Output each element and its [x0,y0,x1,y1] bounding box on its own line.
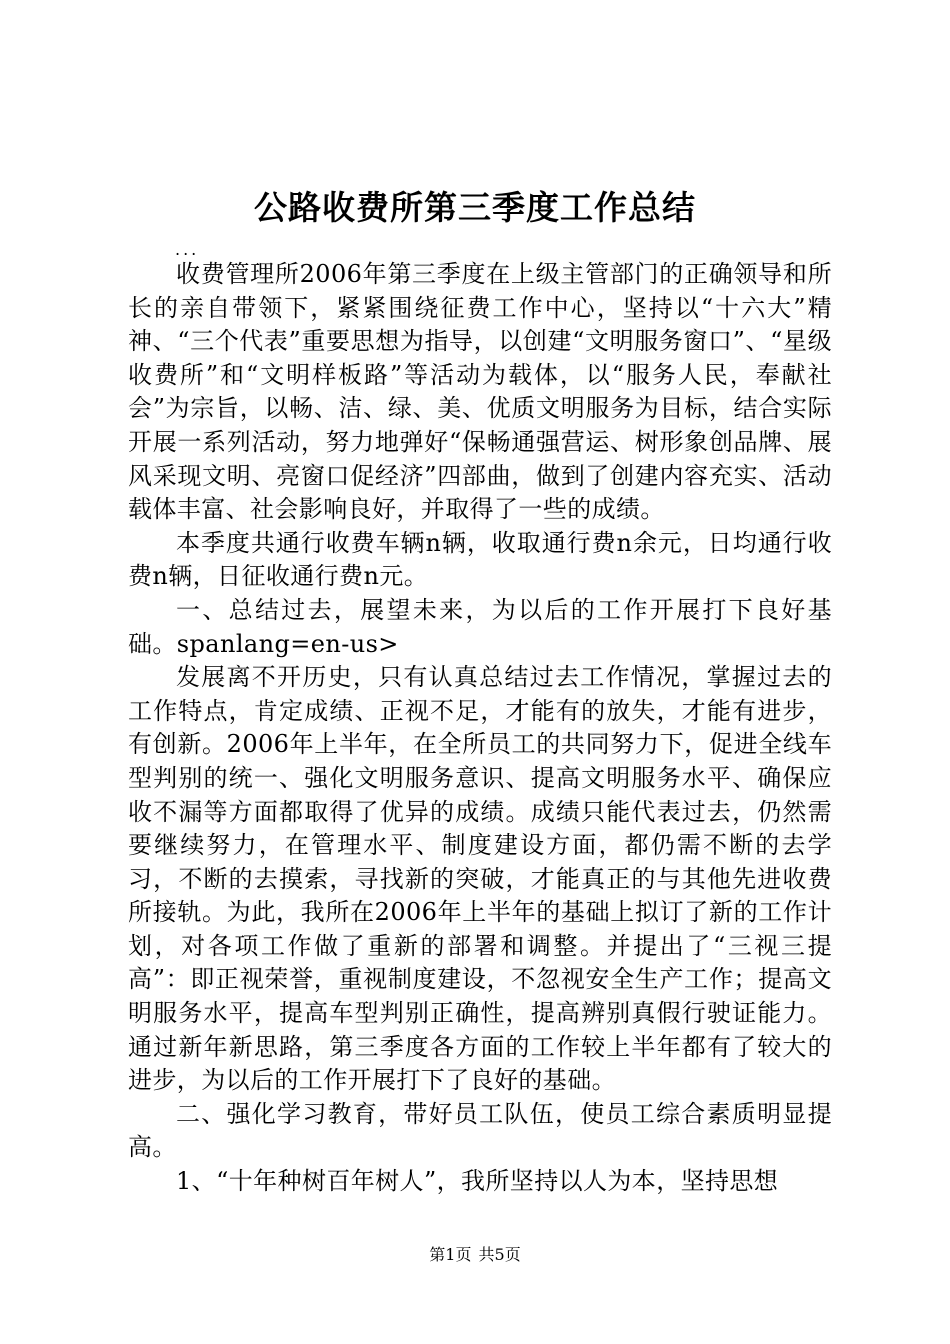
paragraph-heading-one: 一、总结过去，展望未来，为以后的工作开展打下良好基础。spanlang=en-us> [128,595,832,658]
ellipsis-marker: ... [175,240,200,259]
paragraph-review: 发展离不开历史，只有认真总结过去工作情况，掌握过去的工作特点，肯定成绩、正视不足，才能有的放失，才能有进步，有创新。2006年上半年，在全所员工的共同努力下，促进全线车型判别的统一、强化文明服务意识、提高文明服务水平、确保应收不漏等方面都取得了优异的成绩。成绩只能代表过去，仍然需要继续努力，在管理水平、制度建设方面，都仍需不断的去学习，不断的去摸索，寻找新的突破，才能真正的与其他先进收费所接轨。为此，我所在2006年上半年的基础上拟订了新的工作计划，对各项工作做了重新的部署和调整。并提出了“三视三提高”：即正视荣誉，重视制度建设，不忽视安全生产工作；提高文明服务水平，提高车型判别正确性，提高辨别真假行驶证能力。通过新年新思路，第三季度各方面的工作较上半年都有了较大的进步，为以后的工作开展打下了良好的基础。 [128,663,832,1095]
document-body [128,258,832,1199]
paragraph-heading-two: 二、强化学习教育，带好员工队伍，使员工综合素质明显提高。 [128,1099,832,1162]
paragraph-item-one: 1、“十年种树百年树人”，我所坚持以人为本，坚持思想 [176,1167,779,1196]
page-number-footer: 第1页 共5页 [429,1245,521,1264]
paragraph-statistics: 本季度共通行收费车辆n辆，收取通行费n余元，日均通行收费n辆，日征收通行费n元。 [128,528,832,591]
paragraph-intro: 收费管理所2006年第三季度在上级主管部门的正确领导和所长的亲自带领下，紧紧围绕征费工作中心，坚持以“十六大”精神、“三个代表”重要思想为指导，以创建“文明服务窗口”、“星级收费所”和“文明样板路”等活动为载体，以“服务人民，奉献社会”为宗旨，以畅、洁、绿、美、优质文明服务为目标，结合实际开展一系列活动，努力地弹好“保畅通强营运、树形象创品牌、展风采现文明、亮窗口促经济”四部曲，做到了创建内容充实、活动载体丰富、社会影响良好，并取得了一些的成绩。 [128,260,832,524]
document-title: 公路收费所第三季度工作总结 [254,188,696,227]
